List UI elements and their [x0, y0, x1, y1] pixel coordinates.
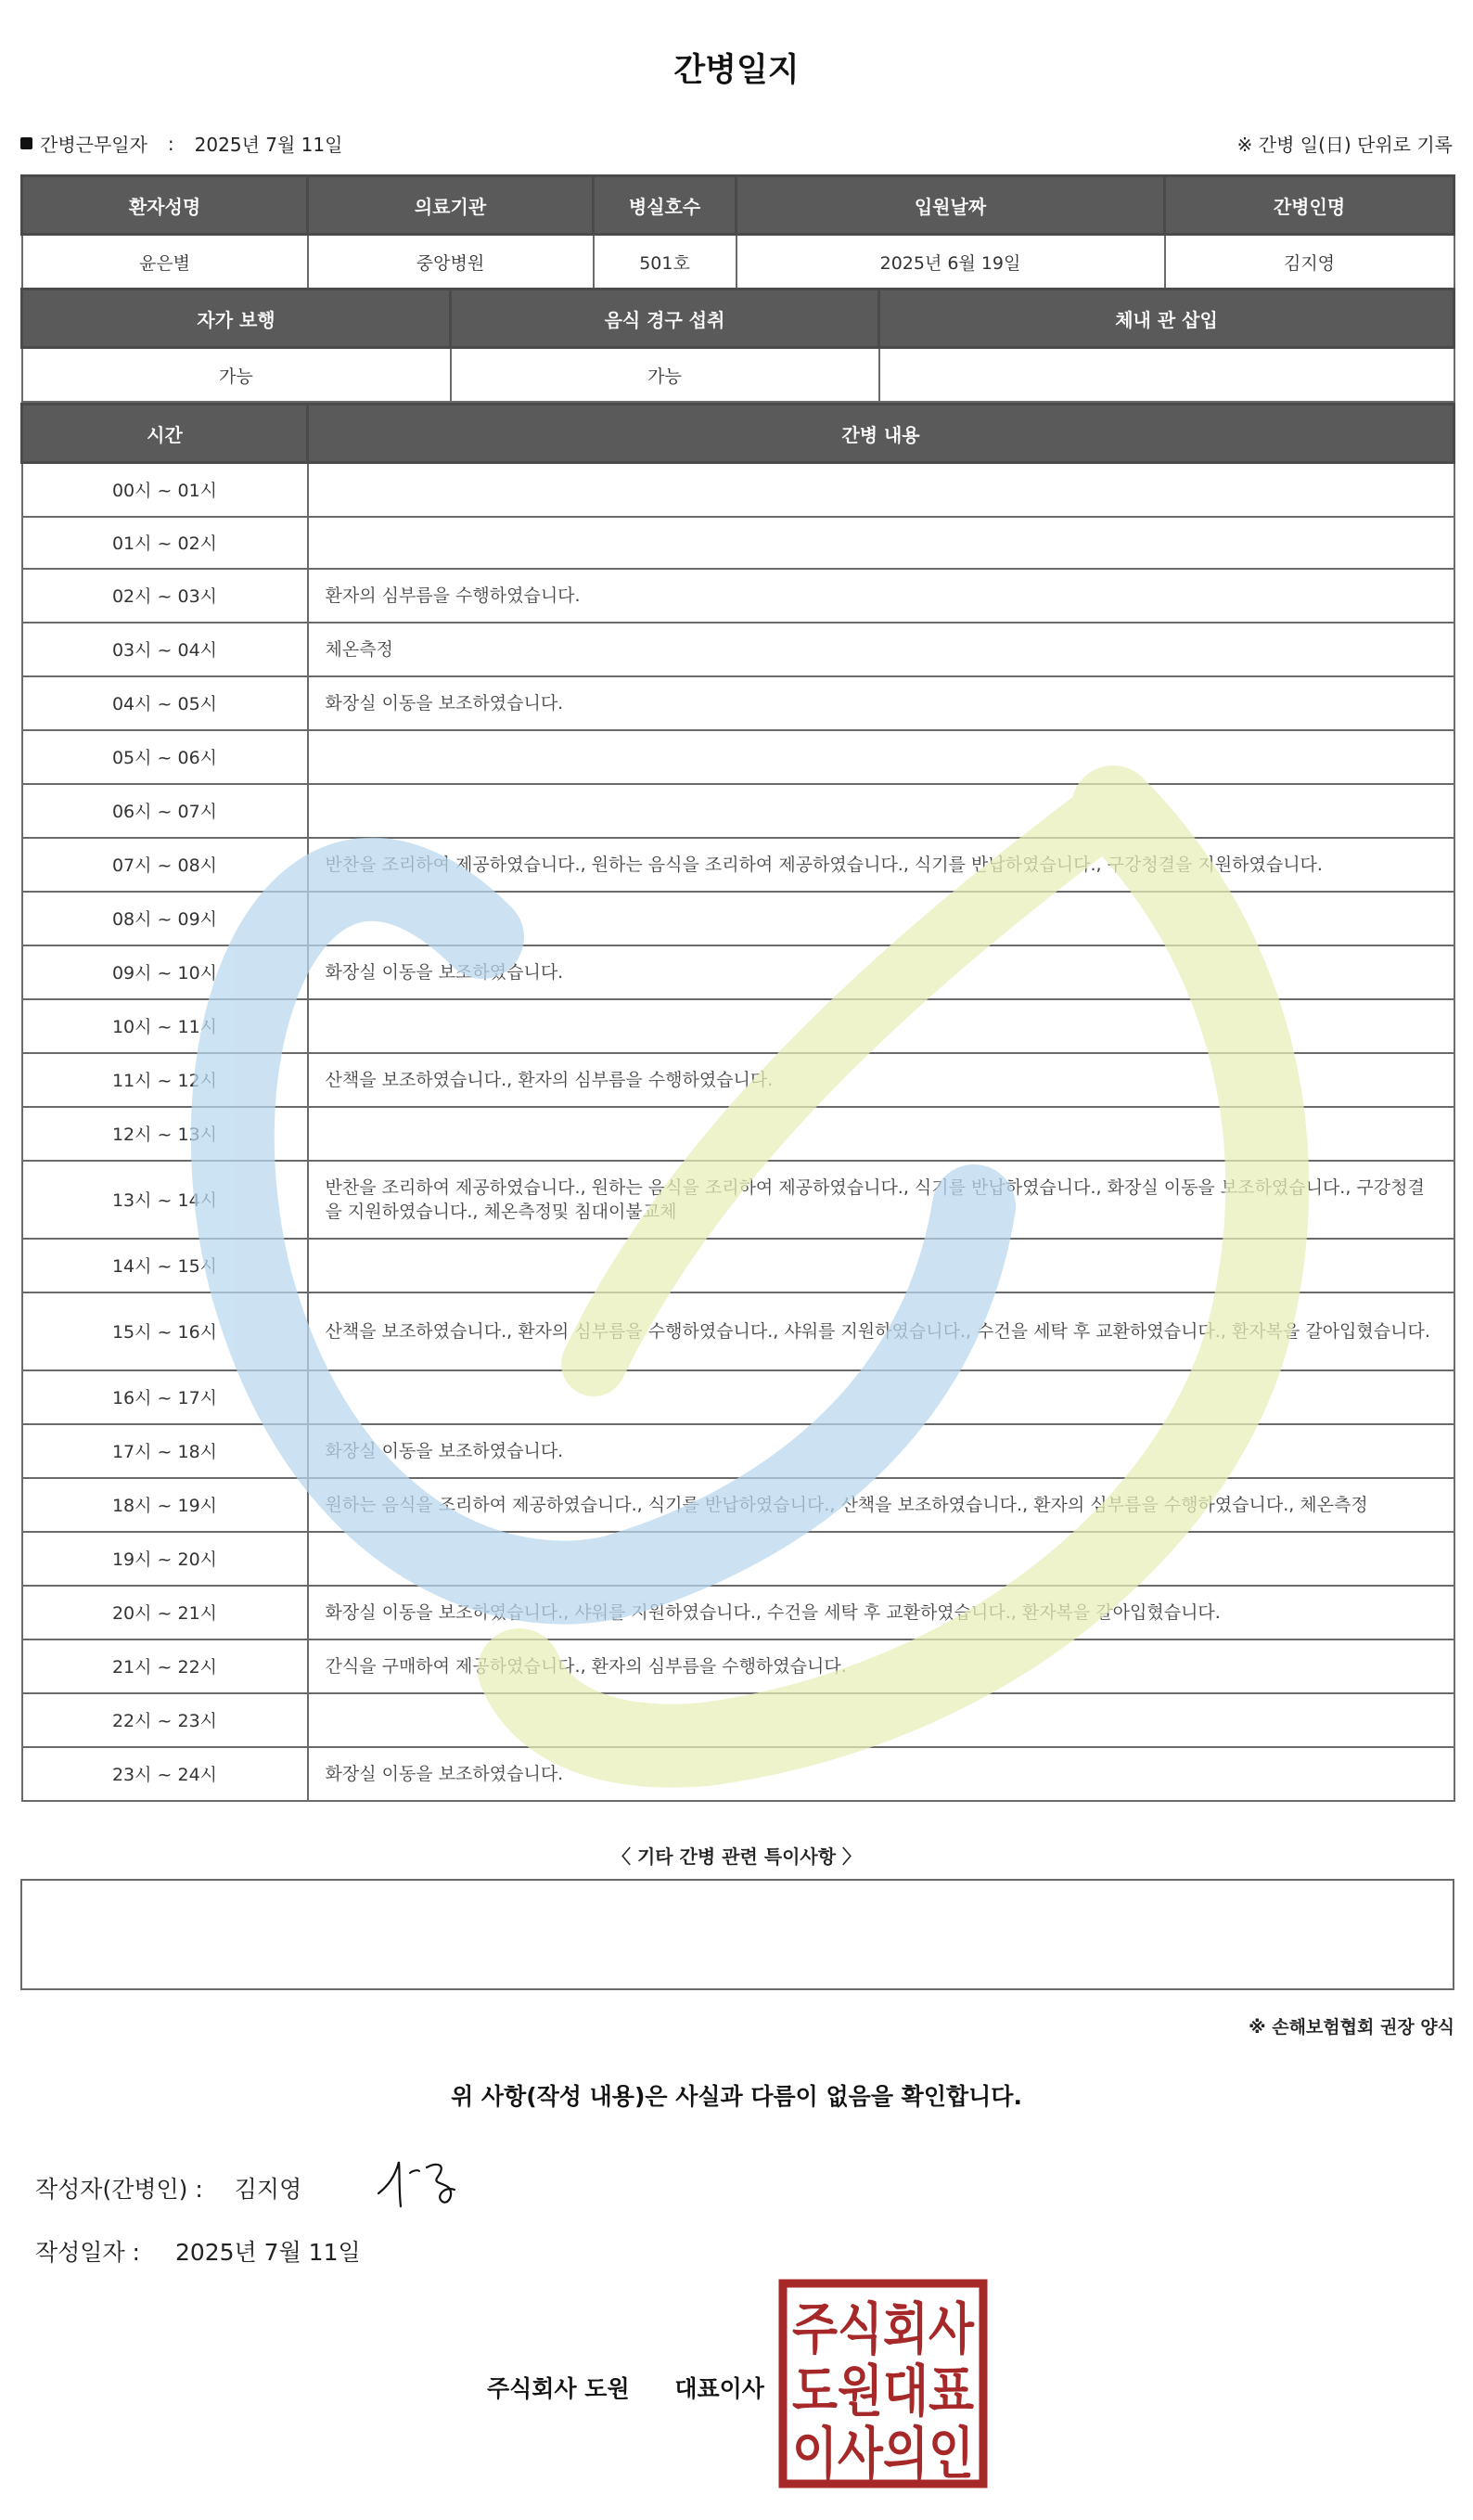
- work-date-value: 2025년 7월 11일: [194, 134, 343, 156]
- header-time: 시간: [22, 405, 308, 463]
- care-log-row: [22, 1370, 1454, 1424]
- log-time-cell: 11시 ~ 12시: [22, 1053, 308, 1107]
- care-log-row: [22, 1424, 1454, 1478]
- seal-line-1: 주식회사: [792, 2297, 975, 2362]
- written-date-value: 2025년 7월 11일: [174, 2239, 361, 2266]
- special-notes-box: [20, 1879, 1454, 1990]
- page-title: 간병일지: [673, 52, 800, 89]
- care-log-row: [22, 1747, 1454, 1801]
- insurance-form-note: ※ 손해보험협회 권장 양식: [1249, 2017, 1454, 2038]
- record-unit-note: ※ 간병 일(日) 단위로 기록: [1236, 134, 1453, 156]
- work-date-field: [20, 130, 342, 157]
- log-content-cell: 원하는 음식을 조리하여 제공하였습니다., 식기를 반납하였습니다., 산책을 보조하였습니다., 환자의 심부름을 수행하였습니다., 체온측정: [308, 1478, 1454, 1532]
- care-log-row: [22, 1532, 1454, 1586]
- log-time-cell: 17시 ~ 18시: [22, 1424, 308, 1478]
- patient-status-table: [20, 288, 1455, 403]
- care-log-row: [22, 623, 1454, 676]
- self-walking-value: 가능: [22, 348, 451, 403]
- log-content-cell: 반찬을 조리하여 제공하였습니다., 원하는 음식을 조리하여 제공하였습니다., 식기를 반납하였습니다., 구강청결을 지원하였습니다.: [308, 838, 1454, 892]
- patient-info-value-row: [22, 235, 1454, 289]
- writer-label: 작성자(간병인) :: [35, 2176, 203, 2203]
- caregiver-name: 김지영: [1165, 235, 1454, 289]
- log-content-cell: 산책을 보조하였습니다., 환자의 심부름을 수행하였습니다.: [308, 1053, 1454, 1107]
- care-log-row: [22, 1639, 1454, 1693]
- log-time-cell: 20시 ~ 21시: [22, 1586, 308, 1639]
- log-content-cell: 화장실 이동을 보조하였습니다.: [308, 945, 1454, 999]
- header-patient-name: 환자성명: [22, 176, 308, 235]
- log-time-cell: 14시 ~ 15시: [22, 1239, 308, 1292]
- log-time-cell: 19시 ~ 20시: [22, 1532, 308, 1586]
- patient-status-value-row: [22, 348, 1454, 403]
- header-self-walking: 자가 보행: [22, 289, 451, 348]
- seal-line-3: 이사의인: [792, 2422, 974, 2487]
- signature-image: [371, 2145, 473, 2219]
- log-content-cell: [308, 463, 1454, 517]
- care-log-row: [22, 676, 1454, 730]
- care-log-row: [22, 730, 1454, 784]
- care-log-row: [22, 1107, 1454, 1161]
- log-content-cell: 산책을 보조하였습니다., 환자의 심부름을 수행하였습니다., 샤워를 지원하였습니다., 수건을 세탁 후 교환하였습니다., 환자복을 갈아입혔습니다.: [308, 1292, 1454, 1370]
- care-log-row: [22, 1478, 1454, 1532]
- header-admission-date: 입원날짜: [736, 176, 1165, 235]
- patient-info-header-row: [22, 176, 1454, 235]
- oral-intake-value: 가능: [451, 348, 879, 403]
- company-signature-line: [487, 2371, 764, 2404]
- patient-info-table: [20, 174, 1455, 289]
- care-log-row: [22, 892, 1454, 945]
- log-time-cell: 16시 ~ 17시: [22, 1370, 308, 1424]
- log-time-cell: 08시 ~ 09시: [22, 892, 308, 945]
- care-log-row: [22, 784, 1454, 838]
- log-content-cell: [308, 1532, 1454, 1586]
- log-content-cell: [308, 784, 1454, 838]
- log-content-cell: [308, 1239, 1454, 1292]
- log-time-cell: 05시 ~ 06시: [22, 730, 308, 784]
- seal-line-2: 도원대표: [792, 2359, 975, 2424]
- header-hospital: 의료기관: [308, 176, 594, 235]
- log-content-cell: 반찬을 조리하여 제공하였습니다., 원하는 음식을 조리하여 제공하였습니다., 식기를 반납하였습니다., 화장실 이동을 보조하였습니다., 구강청결을 지원하였습니다., 체온측정및 침대이불교체: [308, 1161, 1454, 1239]
- care-log-table: [20, 403, 1455, 1802]
- care-log-row: [22, 569, 1454, 623]
- log-time-cell: 10시 ~ 11시: [22, 999, 308, 1053]
- care-log-row: [22, 1239, 1454, 1292]
- header-care-content: 간병 내용: [308, 405, 1454, 463]
- log-time-cell: 13시 ~ 14시: [22, 1161, 308, 1239]
- writer-name: 김지영: [234, 2176, 302, 2203]
- care-log-row: [22, 999, 1454, 1053]
- log-content-cell: [308, 1693, 1454, 1747]
- room-number: 501호: [594, 235, 736, 289]
- log-content-cell: 화장실 이동을 보조하였습니다.: [308, 1424, 1454, 1478]
- care-log-row: [22, 1586, 1454, 1639]
- log-content-cell: [308, 892, 1454, 945]
- hospital-name: 중앙병원: [308, 235, 594, 289]
- log-content-cell: 화장실 이동을 보조하였습니다.: [308, 1747, 1454, 1801]
- patient-status-header-row: [22, 289, 1454, 348]
- log-time-cell: 03시 ~ 04시: [22, 623, 308, 676]
- admission-date: 2025년 6월 19일: [736, 235, 1165, 289]
- log-time-cell: 15시 ~ 16시: [22, 1292, 308, 1370]
- header-caregiver-name: 간병인명: [1165, 176, 1454, 235]
- log-time-cell: 07시 ~ 08시: [22, 838, 308, 892]
- bullet-square-icon: [20, 137, 32, 149]
- care-log-row: [22, 1161, 1454, 1239]
- care-log-row: [22, 463, 1454, 517]
- log-time-cell: 22시 ~ 23시: [22, 1693, 308, 1747]
- written-date-label: 작성일자 :: [35, 2239, 140, 2266]
- work-date-label: 간병근무일자: [40, 134, 147, 156]
- company-seal: [777, 2278, 989, 2489]
- header-tube-insertion: 체내 관 삽입: [879, 289, 1454, 348]
- log-content-cell: 환자의 심부름을 수행하였습니다.: [308, 569, 1454, 623]
- header-oral-intake: 음식 경구 섭취: [451, 289, 879, 348]
- care-log-header-row: [22, 405, 1454, 463]
- special-notes-title: 〈 기타 간병 관련 특이사항 〉: [611, 1845, 861, 1868]
- log-time-cell: 21시 ~ 22시: [22, 1639, 308, 1693]
- log-content-cell: [308, 1370, 1454, 1424]
- company-name: 주식회사 도원: [487, 2375, 630, 2402]
- care-log-row: [22, 1292, 1454, 1370]
- log-time-cell: 18시 ~ 19시: [22, 1478, 308, 1532]
- written-date-field: [35, 2234, 361, 2268]
- log-time-cell: 12시 ~ 13시: [22, 1107, 308, 1161]
- log-time-cell: 01시 ~ 02시: [22, 517, 308, 569]
- log-content-cell: [308, 730, 1454, 784]
- log-content-cell: 화장실 이동을 보조하였습니다., 샤워를 지원하였습니다., 수건을 세탁 후 교환하였습니다., 환자복을 갈아입혔습니다.: [308, 1586, 1454, 1639]
- log-content-cell: [308, 1107, 1454, 1161]
- log-content-cell: [308, 999, 1454, 1053]
- header-room: 병실호수: [594, 176, 736, 235]
- log-time-cell: 06시 ~ 07시: [22, 784, 308, 838]
- log-time-cell: 09시 ~ 10시: [22, 945, 308, 999]
- patient-name: 윤은별: [22, 235, 308, 289]
- care-log-row: [22, 838, 1454, 892]
- log-time-cell: 02시 ~ 03시: [22, 569, 308, 623]
- log-content-cell: 체온측정: [308, 623, 1454, 676]
- log-time-cell: 04시 ~ 05시: [22, 676, 308, 730]
- confirmation-statement: 위 사항(작성 내용)은 사실과 다름이 없음을 확인합니다.: [451, 2083, 1022, 2110]
- tube-insertion-value: [879, 348, 1454, 403]
- care-log-row: [22, 517, 1454, 569]
- meta-row: [20, 130, 1453, 163]
- log-content-cell: 간식을 구매하여 제공하였습니다., 환자의 심부름을 수행하였습니다.: [308, 1639, 1454, 1693]
- care-log-row: [22, 945, 1454, 999]
- care-log-row: [22, 1053, 1454, 1107]
- work-date-colon: :: [167, 132, 174, 155]
- log-content-cell: [308, 517, 1454, 569]
- writer-field: [35, 2171, 301, 2205]
- ceo-title: 대표이사: [674, 2375, 764, 2402]
- care-log-row: [22, 1693, 1454, 1747]
- log-time-cell: 00시 ~ 01시: [22, 463, 308, 517]
- log-time-cell: 23시 ~ 24시: [22, 1747, 308, 1801]
- log-content-cell: 화장실 이동을 보조하였습니다.: [308, 676, 1454, 730]
